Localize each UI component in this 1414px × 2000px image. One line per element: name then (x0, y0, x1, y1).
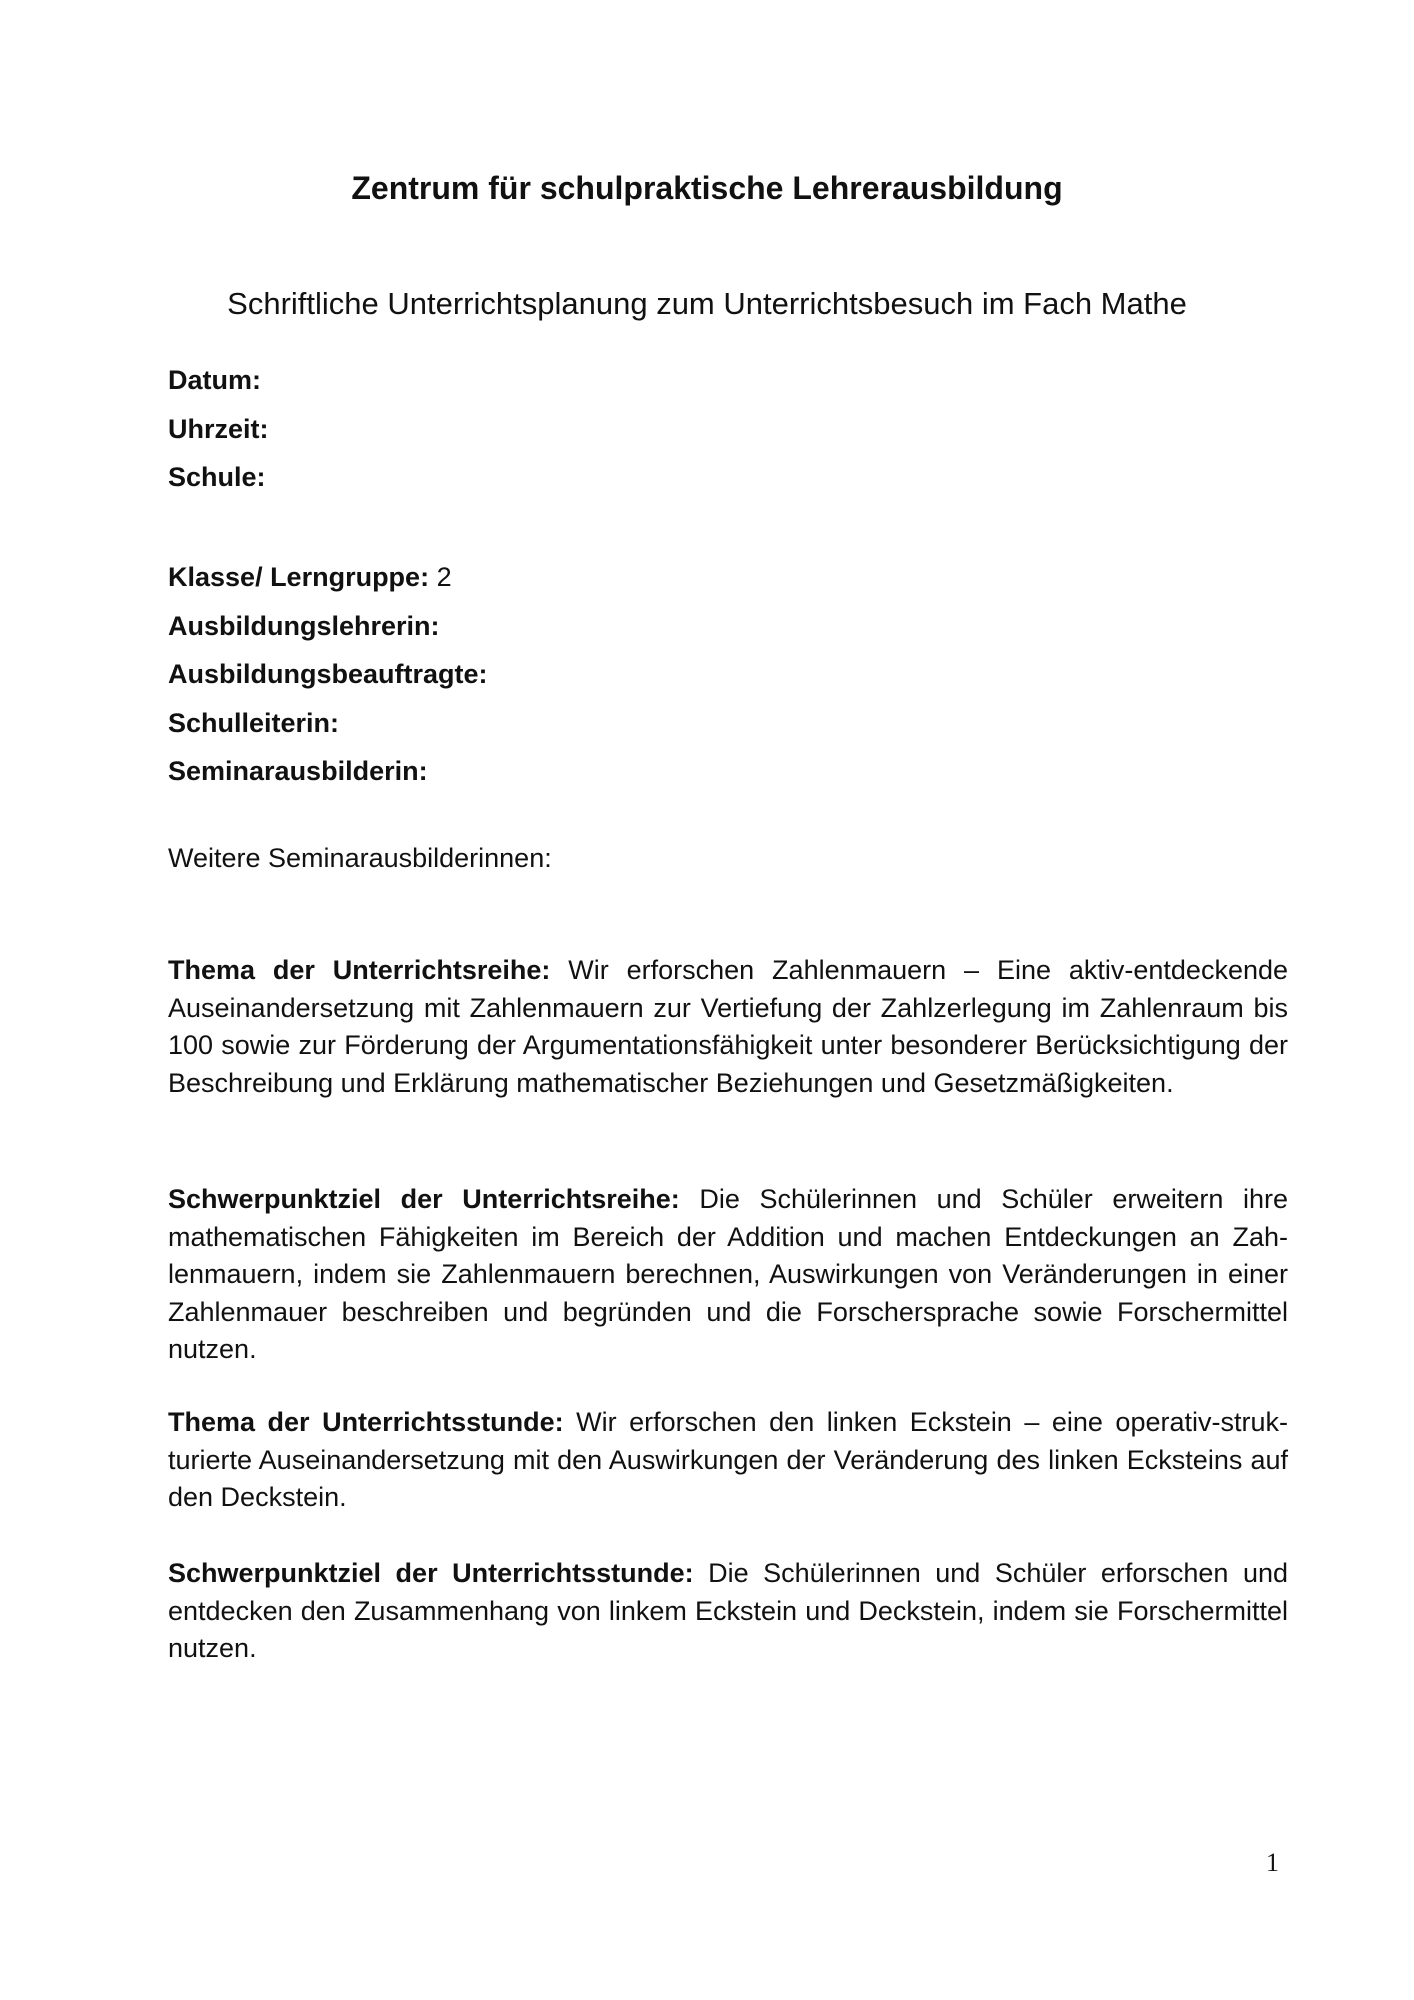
field-label: Uhrzeit: (168, 413, 269, 444)
weitere-seminarausbilderinnen: Weitere Seminarausbilderinnen: (168, 843, 552, 873)
field-uhrzeit (168, 405, 1288, 454)
field-label: Ausbildungslehrerin: (168, 610, 440, 641)
section-text: Wir erforschen Zahlenmauern – Eine aktiv-entdeckende Auseinandersetzung mit Zahlenmauern zur Vertiefung der Zahlzerlegung im Zahlenraum bis 100 sowie zur Förderung der Argumentationsfähigkeit unter besonderer Berücksichtigung der Beschreibung und Erklärung mathematischer Beziehungen und Gesetzmäßigkeiten. (168, 955, 1289, 1098)
section-label: Thema der Unterrichtsreihe: (168, 955, 551, 985)
field-label: Datum: (168, 365, 261, 395)
field-label: Ausbildungsbeauftragte: (168, 659, 488, 689)
field-seminarausbilderin (168, 747, 1288, 796)
section-text: Die Schülerinnen und Schüler erforschen und entdecken den Zusammenhang von linkem Eckstein und Deckstein, indem sie Forschermittel nutzen. (168, 1558, 1288, 1663)
field-ausbildungsbeauftragte (168, 650, 1288, 699)
field-label: Klasse/ Lerngruppe: (168, 562, 430, 592)
field-schule (168, 453, 1288, 502)
field-label: Schule: (168, 462, 266, 492)
section-text: Wir erforschen den linken Eckstein – eine operativ-strukturierte Auseinandersetzung mit den Auswirkungen der Veränderung des linken Ecksteins auf den Deckstein. (168, 1407, 1288, 1512)
fields-group-1 (168, 356, 1288, 502)
field-klasse (168, 553, 1288, 602)
section-label: Schwerpunktziel der Unterrichtsstunde: (168, 1558, 694, 1588)
field-value: 2 (429, 562, 452, 592)
field-schulleiterin (168, 699, 1288, 748)
field-datum (168, 356, 1288, 405)
field-label: Seminarausbilderin: (168, 756, 428, 786)
section-label: Schwerpunktziel der Unterrichtsreihe: (168, 1184, 680, 1214)
section-thema-stunde (168, 1404, 1288, 1517)
section-text: Die Schülerinnen und Schüler erweitern ihre mathematischen Fähigkeiten im Bereich der Addition und machen Entdeckungen an Zahlenmauern, indem sie Zahlenmauern berechnen, Auswirkungen von Veränderungen in einer Zahlenmauer beschreiben und begründen und die Forschersprache sowie Forschermittel nutzen. (168, 1184, 1289, 1364)
field-ausbildungslehrerin (168, 602, 1288, 651)
fields-group-2 (168, 553, 1288, 796)
page-number: 1 (1266, 1848, 1279, 1877)
section-ziel-stunde (168, 1555, 1288, 1668)
section-ziel-reihe (168, 1181, 1288, 1369)
section-label: Thema der Unterrichtsstunde: (168, 1407, 564, 1437)
section-thema-reihe (168, 952, 1288, 1102)
document-subtitle: Schriftliche Unterrichtsplanung zum Unterrichtsbesuch im Fach Mathe (227, 286, 1187, 321)
field-label: Schulleiterin: (168, 707, 340, 738)
document-title: Zentrum für schulpraktische Lehrerausbildung (351, 170, 1063, 206)
